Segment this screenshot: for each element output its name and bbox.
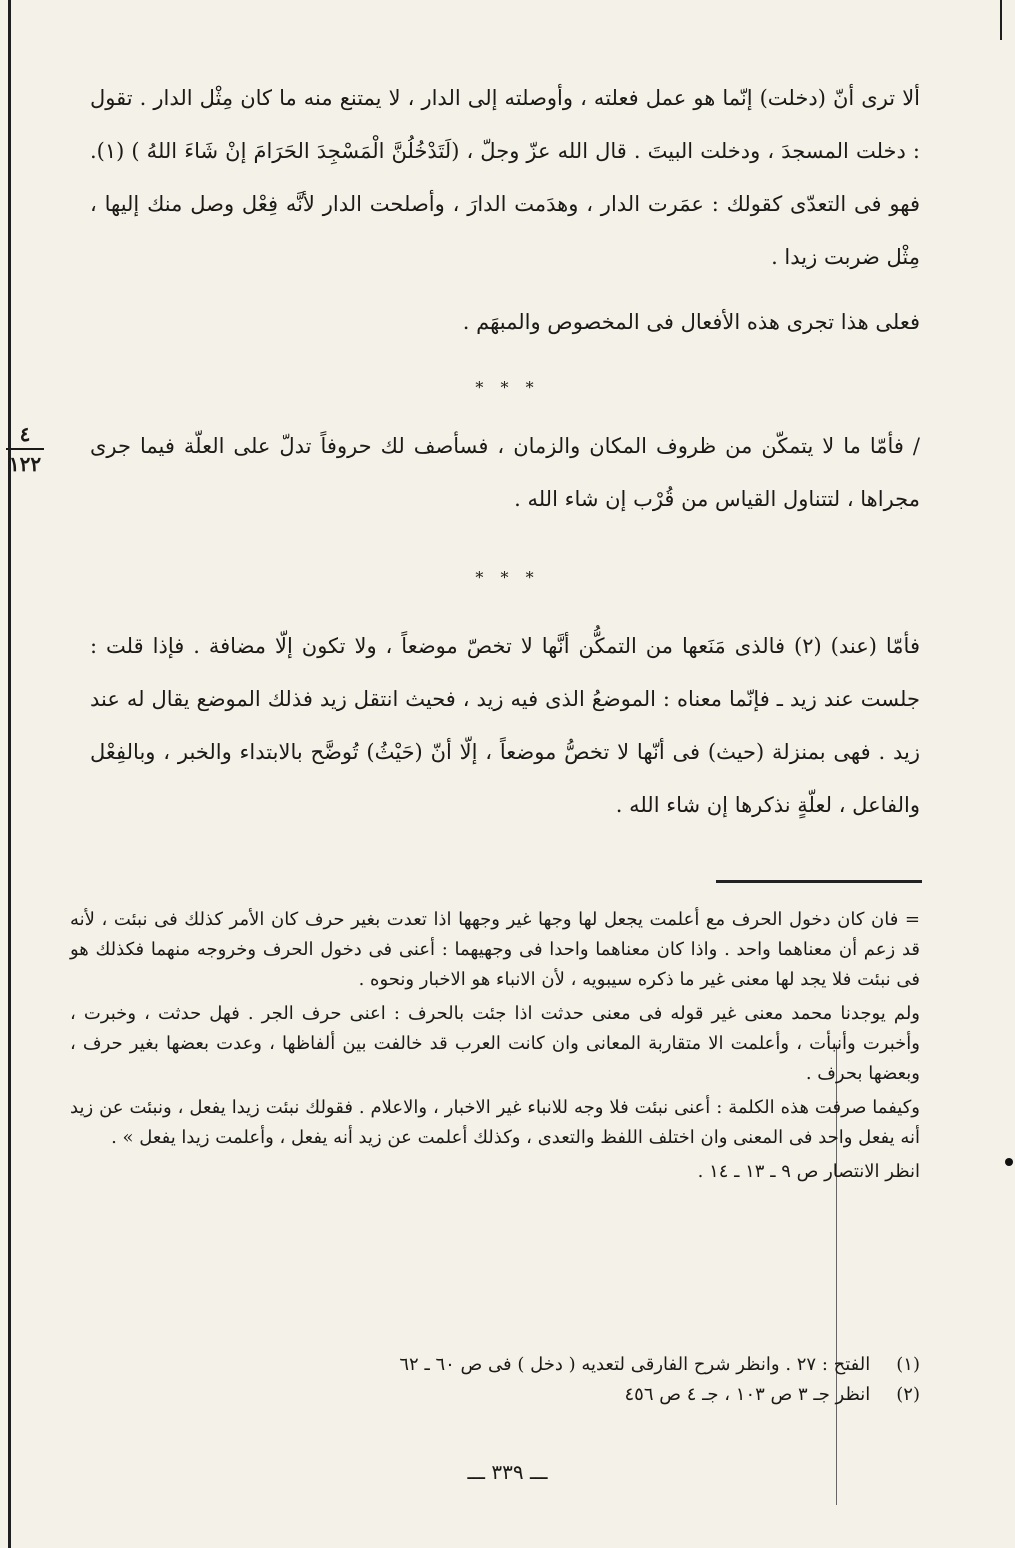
footnote-separator [716, 880, 922, 883]
footnote-reference: انظر الانتصار ص ٩ ـ ١٣ ـ ١٤ . [697, 1161, 920, 1182]
margin-reference [0, 422, 50, 476]
footnotes-block [70, 905, 920, 1191]
footnote-number: (١) [896, 1354, 920, 1375]
section-divider-stars: * * * [475, 378, 540, 397]
main-paragraph-4: فأمّا (عند) (٢) فالذى مَنَعها من التمكُّن أنَّها لا تخصّ موضعاً ، ولا تكون إلّا مضافة . فإذا قلت : جلست عند زيد ـ فإنّما معناه : الموضعُ الذى فيه زيد ، فحيث انتقل زيد فذلك الموضع يقال له عند زيد . فهى بمنزلة (حيث) فى أنّها لا تخصُّ موضعاً ، إلّا أنّ (حَيْثُ) تُوضَّح بالابتداء والخبر ، وبالفِعْل والفاعل ، لعلّةٍ نذكرها إن شاء الله . [90, 634, 920, 817]
scan-dot-mark [1005, 1158, 1013, 1166]
scan-edge-left [8, 0, 11, 1548]
section-divider-stars-2: * * * [475, 568, 540, 587]
footnote-text: الفتح : ٢٧ . وانظر شرح الفارقى لتعديه ( دخل ) فى ص ٦٠ ـ ٦٢ [399, 1354, 871, 1375]
footnote-item-2 [180, 1380, 920, 1410]
main-paragraph-2: فعلى هذا تجرى هذه الأفعال فى المخصوص والمبهَم . [462, 310, 920, 334]
footnote-text: انظر جـ ٣ ص ١٠٣ ، جـ ٤ ص ٤٥٦ [624, 1384, 871, 1405]
footnote-paragraph: = فان كان دخول الحرف مع أعلمت يجعل لها وجها غير وجهها اذا تعدت بغير حرف كان الأمر كذلك فى نبئت ، لأنه قد زعم أن معناهما واحد . واذا كان معناهما واحدا فى وجهيهما : أعنى فى دخول الحرف وخروجه منهما فكذلك هو فى نبئت فلا يجد لها معنى غير ما ذكره سيبويه ، لأن الانباء هو الاخبار ونحوه . [70, 909, 920, 990]
footnote-list [180, 1350, 920, 1410]
main-paragraph-1: ألا ترى أنّ (دخلت) إنّما هو عمل فعلته ، وأوصلته إلى الدار ، لا يمتنع منه ما كان مِثْل الدار . تقول : دخلت المسجدَ ، ودخلت البيتَ . قال الله عزّ وجلّ ، (لَتَدْخُلُنَّ الْمَسْجِدَ الحَرَامَ إنْ شَاءَ اللهُ ) (١). فهو فى التعدّى كقولك : عمَرت الدار ، وهدَمت الدارَ ، وأصلحت الدار لأنَّه فِعْل وصل منك إليها ، مِثْل ضربت زيدا . [90, 86, 920, 269]
page-number: ـــ ٣٣٩ ـــ [467, 1460, 548, 1484]
footnote-item-1 [180, 1350, 920, 1380]
footnote-number: (٢) [896, 1384, 920, 1405]
main-paragraph-3: / فأمّا ما لا يتمكّن من ظروف المكان والزمان ، فسأصف لك حروفاً تدلّ على العلّة فيما جرى مجراها ، لتتناول القياس من قُرْب إن شاء الله . [90, 434, 920, 511]
margin-reference-bottom: ١٢٢ [8, 452, 42, 476]
scan-edge-right [1000, 0, 1002, 40]
footnote-paragraph: وكيفما صرفت هذه الكلمة : أعنى نبئت فلا وجه للانباء غير الاخبار ، والاعلام . فقولك نبئت زيدا يفعل ، ونبئت عن زيد أنه يفعل واحد فى المعنى وان اختلف اللفظ والتعدى ، وكذلك أعلمت عن زيد أنه يفعل ، وأعلمت زيدا يفعل » . [70, 1097, 920, 1148]
footnote-paragraph: ولم يوجدنا محمد معنى غير قوله فى معنى حدثت اذا جئت بالحرف : اعنى حرف الجر . فهل حدثت ، وخبرت ، وأخبرت وأنبأت ، وأعلمت الا متقاربة المعانى وان كانت العرب قد خالفت بين ألفاظها ، وعدت بعضها بغير حرف ، وبعضها بحرف . [70, 1003, 920, 1084]
margin-reference-top: ٤ [19, 422, 31, 446]
margin-reference-rule [6, 448, 44, 450]
